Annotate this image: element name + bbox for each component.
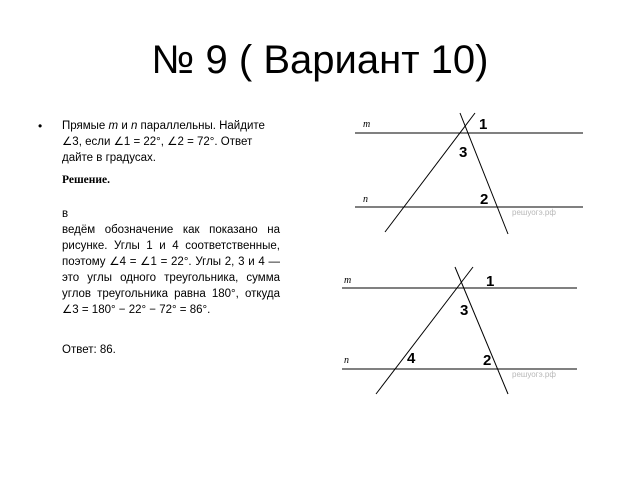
line-m-label: m [108, 120, 119, 132]
fig2-watermark: решуогэ.рф [512, 370, 556, 379]
fig2-angle-4: 4 [407, 350, 416, 367]
fig1-watermark: решуогэ.рф [512, 208, 556, 217]
transversal-left [385, 113, 475, 232]
fig1-angle-1: 1 [479, 116, 488, 133]
fig2-label-m: m [344, 275, 352, 286]
content-block [40, 118, 280, 358]
solution-text [62, 206, 280, 318]
figure-1 [355, 110, 585, 240]
problem-statement: Прямые m и n параллельны. Найдите ∠3, если ∠1 = 22°, ∠2 = 72°. Ответ дайте в градусах. [62, 120, 265, 164]
transversal-right [455, 267, 508, 394]
slide-title: № 9 ( Вариант 10) [151, 38, 489, 82]
transversal-left [376, 267, 473, 394]
fig1-angle-3: 3 [459, 144, 468, 161]
figure-2 [340, 262, 580, 397]
solution-body: ведём обозначение как показано на рисунке. Углы 1 и 4 соответственные, поэтому ∠4 = ∠1 = 22°. Углы 2, 3 и 4 — это углы одного треугольника, сумма углов треугольника равна 180°, откуда ∠3 = 180° − 22° − 72° = 86°. [62, 224, 280, 316]
bullet: • [38, 119, 43, 133]
fig2-label-n: n [344, 355, 349, 366]
fig2-angle-1: 1 [486, 273, 495, 290]
fig1-label-m: m [363, 119, 371, 130]
solution-first-word: в [62, 208, 69, 220]
fig2-angle-3: 3 [460, 302, 469, 319]
line-n-label: n [130, 120, 138, 132]
fig1-label-n: n [363, 194, 368, 205]
fig1-angle-2: 2 [480, 191, 489, 208]
solution-heading: Решение. [62, 174, 111, 186]
fig2-angle-2: 2 [483, 352, 492, 369]
answer-text: Ответ: 86. [62, 344, 116, 356]
